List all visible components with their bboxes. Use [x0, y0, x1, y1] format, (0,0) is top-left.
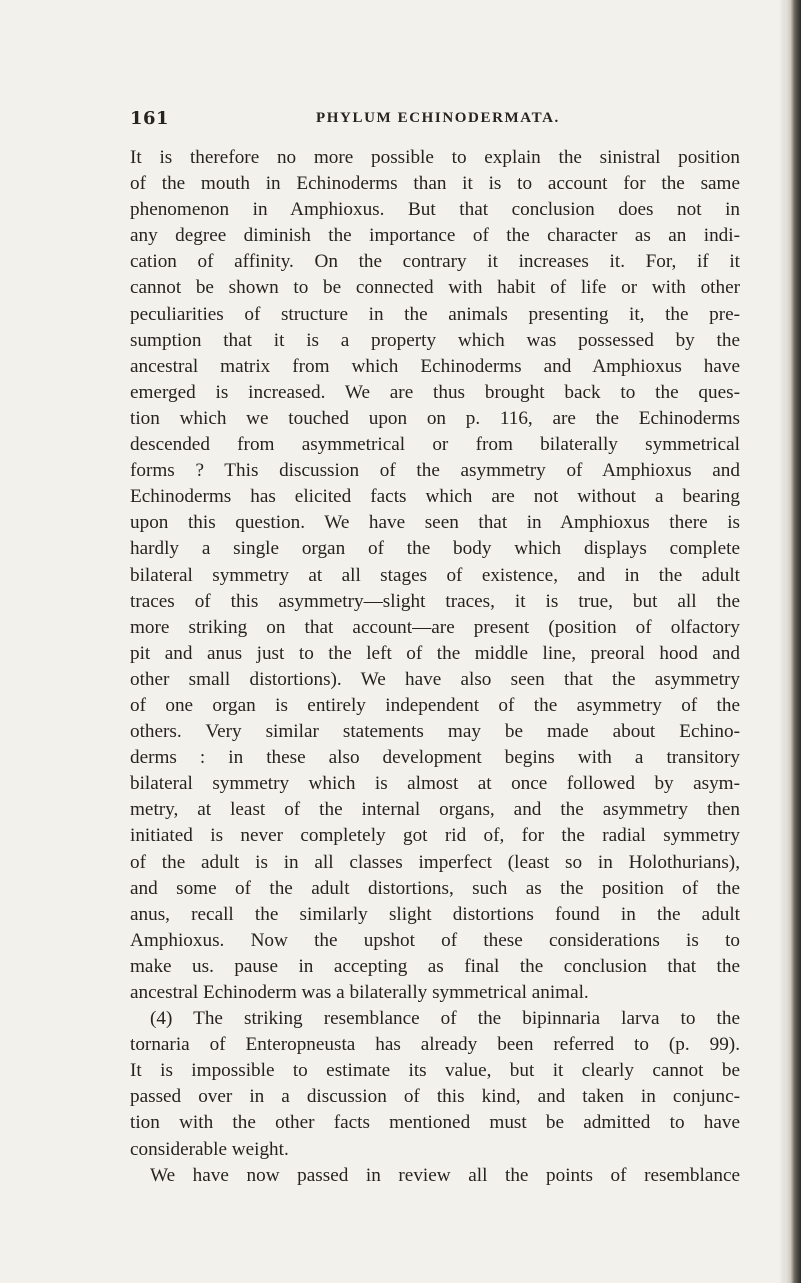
text-line: traces of this asymmetry—slight traces, it is true, but all the [130, 590, 740, 612]
running-title: PHYLUM ECHINODERMATA. [316, 110, 560, 126]
text-line: and some of the adult distortions, such as the position of the [130, 877, 740, 899]
text-line: of the adult is in all classes imperfect (least so in Holothurians), [130, 851, 740, 873]
text-line: of the mouth in Echinoderms than it is to account for the same [130, 173, 740, 195]
text-line: (4) The striking resemblance of the bipinnaria larva to the [150, 1008, 740, 1030]
text-line: make us. pause in accepting as final the conclusion that the [130, 955, 740, 977]
text-line: of one organ is entirely independent of the asymmetry of the [130, 694, 740, 716]
text-line: others. Very similar statements may be made about Echino- [130, 721, 740, 743]
text-line: It is impossible to estimate its value, but it clearly cannot be [130, 1060, 740, 1082]
text-line: cannot be shown to be connected with habit of life or with other [130, 277, 740, 299]
text-line: passed over in a discussion of this kind, and taken in conjunc- [130, 1086, 740, 1108]
page-number: 161 [130, 108, 170, 129]
text-line: derms : in these also development begins with a transitory [130, 747, 740, 769]
text-line: sumption that it is a property which was possessed by the [130, 329, 740, 351]
text-line: anus, recall the similarly slight distortions found in the adult [130, 903, 740, 925]
text-line: Echinoderms has elicited facts which are not without a bearing [130, 486, 740, 508]
text-line: initiated is never completely got rid of, for the radial symmetry [130, 825, 740, 847]
text-line: phenomenon in Amphioxus. But that conclusion does not in [130, 199, 740, 221]
text-line: ancestral Echinoderm was a bilaterally symmetrical animal. [130, 982, 589, 1003]
text-line: bilateral symmetry at all stages of existence, and in the adult [130, 564, 740, 586]
text-line: hardly a single organ of the body which displays complete [130, 538, 740, 560]
text-line: considerable weight. [130, 1138, 289, 1160]
text-line: peculiarities of structure in the animals presenting it, the pre- [130, 303, 740, 325]
text-line: other small distortions). We have also seen that the asymmetry [130, 668, 740, 690]
text-line: tion with the other facts mentioned must be admitted to have [130, 1112, 740, 1134]
body-text [130, 145, 740, 1189]
text-line: We have now passed in review all the points of resemblance [150, 1164, 740, 1186]
text-line: Amphioxus. Now the upshot of these considerations is to [130, 929, 740, 951]
text-line: metry, at least of the internal organs, and the asymmetry then [130, 799, 740, 821]
text-line: tornaria of Enteropneusta has already been referred to (p. 99). [130, 1034, 740, 1056]
text-line: more striking on that account—are present (position of olfactory [130, 616, 740, 638]
binding-edge [785, 0, 801, 1283]
text-line: descended from asymmetrical or from bilaterally symmetrical [130, 434, 740, 456]
text-line: bilateral symmetry which is almost at once followed by asym- [130, 773, 740, 795]
text-line: any degree diminish the importance of the character as an indi- [130, 225, 740, 247]
running-head [130, 108, 740, 130]
text-line: tion which we touched upon on p. 116, are the Echinoderms [130, 407, 740, 429]
text-line: upon this question. We have seen that in Amphioxus there is [130, 512, 740, 534]
text-line: forms ? This discussion of the asymmetry of Amphioxus and [130, 460, 740, 482]
text-line: emerged is increased. We are thus brought back to the ques- [130, 381, 740, 403]
text-line: ancestral matrix from which Echinoderms and Amphioxus have [130, 355, 740, 377]
text-line: pit and anus just to the left of the middle line, preoral hood and [130, 642, 740, 664]
text-line: cation of affinity. On the contrary it increases it. For, if it [130, 251, 740, 273]
text-line: It is therefore no more possible to explain the sinistral position [130, 147, 740, 168]
